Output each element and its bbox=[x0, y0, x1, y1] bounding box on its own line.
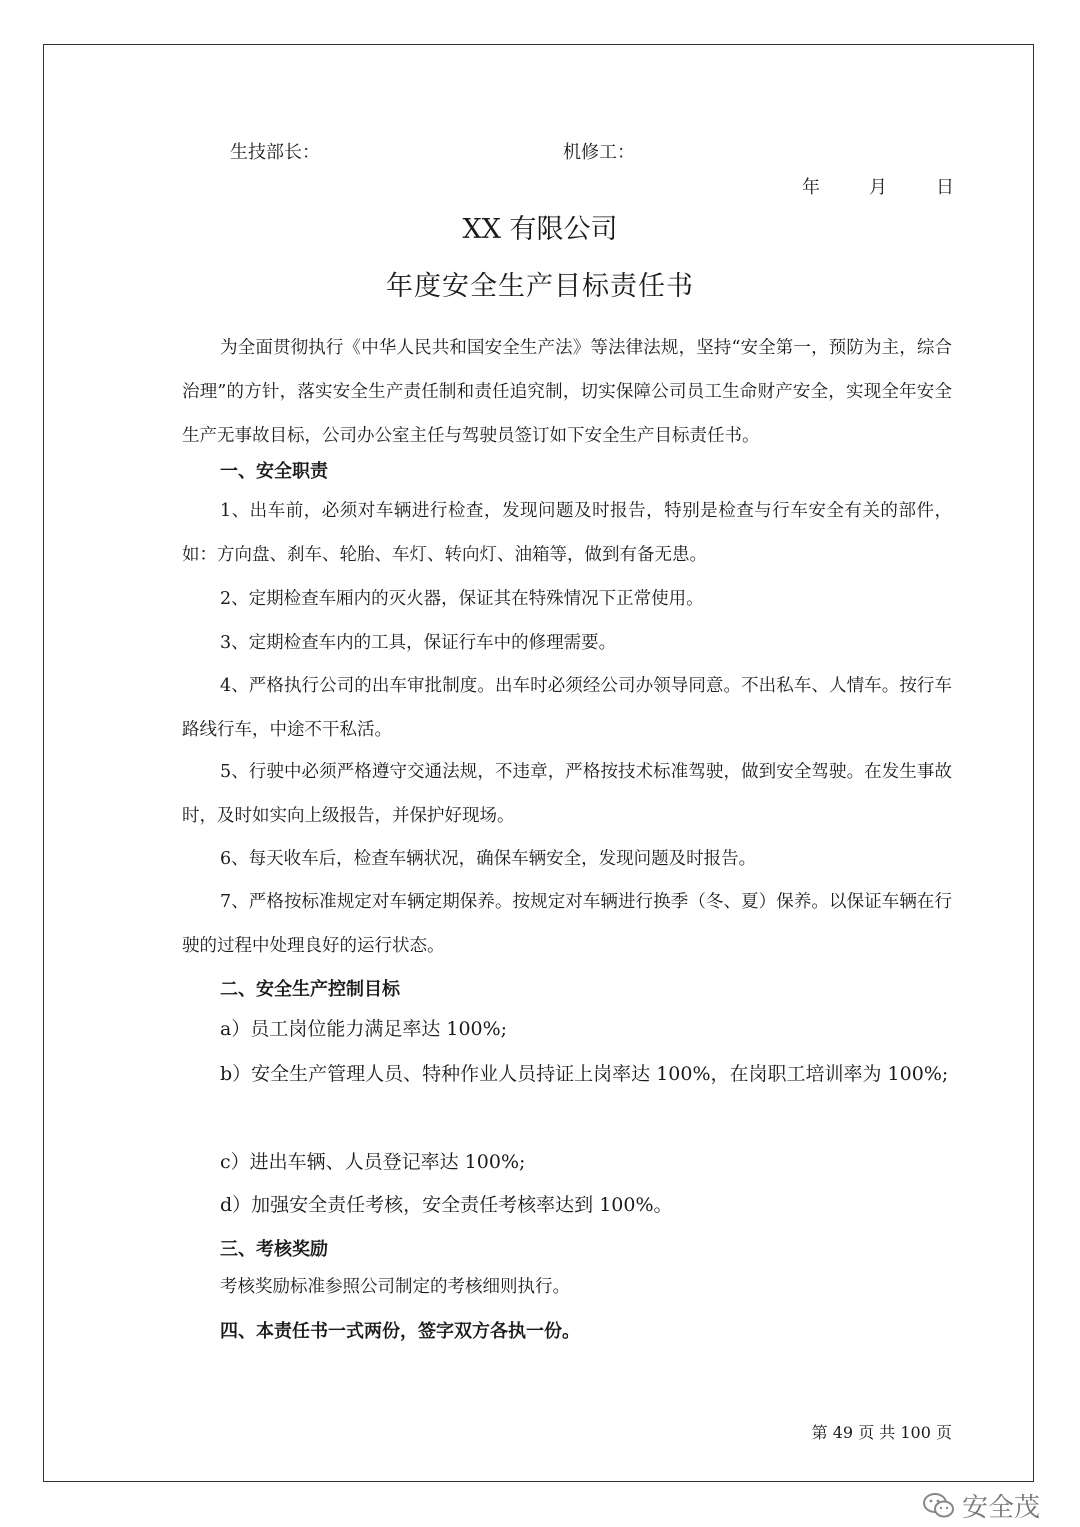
target-item: a）员工岗位能力满足率达 100%; bbox=[220, 1018, 508, 1040]
list-item: 6、每天收车后，检查车辆状况，确保车辆安全，发现问题及时报告。 bbox=[220, 849, 757, 869]
document-title: 年度安全生产目标责任书 bbox=[386, 271, 694, 302]
signature-label-left: 生技部长： bbox=[230, 142, 320, 163]
target-item: c）进出车辆、人员登记率达 100%; bbox=[220, 1151, 526, 1173]
list-item: 4、严格执行公司的出车审批制度。出车时必须经公司办领导同意。不出私车、人情车。按行车路线行车，中途不干私活。 bbox=[182, 676, 952, 740]
section-3-heading: 三、考核奖励 bbox=[220, 1239, 328, 1260]
list-item: 5、行驶中必须严格遵守交通法规，不违章，严格按技术标准驾驶，做到安全驾驶。在发生事故时，及时如实向上级报告，并保护好现场。 bbox=[182, 762, 952, 826]
target-item: d）加强安全责任考核，安全责任考核率达到 100%。 bbox=[220, 1194, 673, 1216]
company-title: XX 有限公司 bbox=[462, 214, 618, 245]
section-2-heading: 二、安全生产控制目标 bbox=[220, 979, 400, 1000]
signature-label-right: 机修工： bbox=[563, 142, 635, 163]
list-item: 7、严格按标准规定对车辆定期保养。按规定对车辆进行换季（冬、夏）保养。以保证车辆在行驶的过程中处理良好的运行状态。 bbox=[182, 892, 952, 956]
target-item: b）安全生产管理人员、特种作业人员持证上岗率达 100%，在岗职工培训率为 100%; bbox=[220, 1063, 949, 1085]
list-item: 1、出车前，必须对车辆进行检查，发现问题及时报告，特别是检查与行车安全有关的部件，如：方向盘、刹车、轮胎、车灯、转向灯、油箱等，做到有备无患。 bbox=[182, 501, 952, 565]
section-4-heading: 四、本责任书一式两份，签字双方各执一份。 bbox=[220, 1321, 580, 1342]
watermark bbox=[922, 1487, 1040, 1524]
intro-paragraph bbox=[182, 326, 952, 458]
date-year: 年 bbox=[802, 177, 820, 198]
watermark-text: 安全茂 bbox=[962, 1493, 1041, 1523]
list-item: 2、定期检查车厢内的灭火器，保证其在特殊情况下正常使用。 bbox=[220, 589, 704, 609]
date-month: 月 bbox=[869, 177, 887, 198]
date-day: 日 bbox=[936, 177, 954, 198]
intro-text: 为全面贯彻执行《中华人民共和国安全生产法》等法律法规，坚持“安全第一，预防为主，综合治理”的方针，落实安全生产责任制和责任追究制，切实保障公司员工生命财产安全，实现全年安全生产无事故目标，公司办公室主任与驾驶员签订如下安全生产目标责任书。 bbox=[182, 338, 952, 446]
list-item: 3、定期检查车内的工具，保证行车中的修理需要。 bbox=[220, 633, 617, 653]
page-number: 第 49 页 共 100 页 bbox=[811, 1423, 952, 1442]
wechat-icon bbox=[922, 1492, 956, 1520]
section-1-heading: 一、安全职责 bbox=[220, 461, 328, 482]
section-3-text: 考核奖励标准参照公司制定的考核细则执行。 bbox=[220, 1277, 570, 1297]
